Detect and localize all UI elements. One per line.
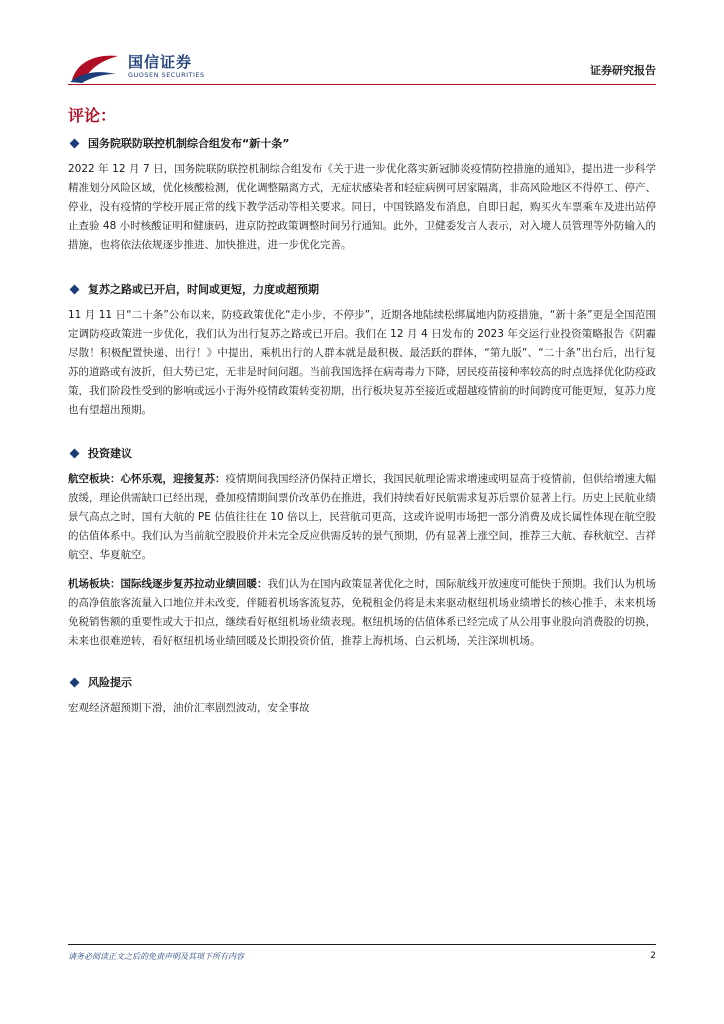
guosen-logo-icon: [68, 50, 122, 84]
section-heading: [68, 673, 656, 691]
airport-lead: 机场板块：国际线逐步复苏拉动业绩回暖：: [68, 578, 268, 590]
section-recovery-outlook: [68, 280, 656, 420]
page-title: 评论：: [68, 106, 117, 125]
section-paragraph: 11 月 11 日“二十条”公布以来，防疫政策优化“走小步，不停步”，近期各地陆续松绑属地内防疫措施，“新十条”更是全国范围定调防疫政策进一步优化，我们认为出行复苏之路或已开启。我们在 12 月 4 日发布的 2023 年交运行业投资策略报告《阴霾尽散！积极配置快递、出行！》中提出，乘机出行的人群本就是最积极、最活跃的群体，“第九版”、“二十条”出台后，出行复苏的道路或有波折，但大势已定，无非是时间问题。当前我国选择在病毒毒力下降，居民疫苗接种率较高的时点选择优化防疫政策，我们阶段性受到的影响或远小于海外疫情政策转变初期，出行板块复苏至接近或超越疫情前的时间跨度可能更短，复苏力度也有望超出预期。: [68, 309, 656, 416]
airport-paragraph: [68, 575, 656, 651]
header-divider: [68, 84, 656, 85]
aviation-lead: 航空板块：心怀乐观，迎接复苏：: [68, 473, 226, 485]
section-risk-warning: [68, 673, 656, 718]
section-paragraph: 宏观经济超预期下滑，油价汇率剧烈波动，安全事故: [68, 702, 310, 714]
company-logo: [68, 48, 268, 88]
aviation-paragraph: [68, 470, 656, 565]
diamond-bullet-icon: [70, 138, 80, 148]
page-header: [68, 48, 656, 88]
section-paragraph: 2022 年 12 月 7 日，国务院联防联控机制综合组发布《关于进一步优化落实新冠肺炎疫情防控措施的通知》，提出进一步科学精准划分风险区域，优化核酸检测，优化调整隔离方式，无症状感染者和轻症病例可居家隔离，非高风险地区不得停工、停产、停业，没有疫情的学校开展正常的线下教学活动等相关要求。同日，中国铁路发布消息，自即日起，购买火车票乘车及进出站停止查验 48 小时核酸证明和健康码，进京防控政策调整时间另行通知。此外，卫健委发言人表示，对入境人员管理等外防输入的措施，也将依法依规逐步推进、加快推进，进一步优化完善。: [68, 163, 656, 251]
diamond-bullet-icon: [70, 677, 80, 687]
logo-chinese-name: 国信证券: [128, 53, 193, 71]
section-title: 国务院联防联控机制综合组发布“新十条”: [88, 137, 290, 150]
logo-english-name: GUOSEN SECURITIES: [128, 71, 205, 79]
page-number: 2: [650, 951, 656, 961]
footer-disclaimer: 请务必阅读正文之后的免责声明及其项下所有内容: [68, 952, 244, 961]
section-policy-release: [68, 134, 656, 255]
report-type-label: 证券研究报告: [590, 64, 656, 77]
section-title: 风险提示: [88, 676, 132, 689]
footer-divider: [68, 944, 656, 945]
diamond-bullet-icon: [70, 284, 80, 294]
section-heading: [68, 280, 656, 298]
section-heading: [68, 444, 656, 462]
section-heading: [68, 134, 656, 152]
aviation-text: 疫情期间我国经济仍保持正增长，我国民航理论需求增速或明显高于疫情前，但供给增速大幅放缓，理论供需缺口已经出现，叠加疫情期间票价改革仍在推进，我们持续看好民航需求复苏后票价显著上行。历史上民航业绩景气高点之时，国有大航的 PE 估值往往在 10 倍以上，民营航司更高，这或许说明市场把一部分消费及成长属性体现在航空股的估值体系中。我们认为当前航空股股价并未完全反应供需反转的景气预期，仍有显著上涨空间，推荐三大航、春秋航空、吉祥航空、华夏航空。: [68, 473, 656, 561]
airport-text: 我们认为在国内政策显著优化之时，国际航线开放速度可能快于预期。我们认为机场的高净值旅客流量入口地位并未改变，伴随着机场客流复苏，免税租金仍将是未来驱动枢纽机场业绩增长的核心推手，未来机场免税销售额的重要性或大于扣点，继续看好枢纽机场业绩表现。枢纽机场的估值体系已经完成了从公用事业股向消费股的切换，未来也很难逆转，看好枢纽机场业绩回暖及长期投资价值，推荐上海机场、白云机场，关注深圳机场。: [68, 578, 656, 647]
diamond-bullet-icon: [70, 448, 80, 458]
section-investment-advice: [68, 444, 656, 651]
section-title: 复苏之路或已开启，时间或更短，力度或超预期: [88, 283, 319, 296]
section-title: 投资建议: [88, 447, 132, 460]
